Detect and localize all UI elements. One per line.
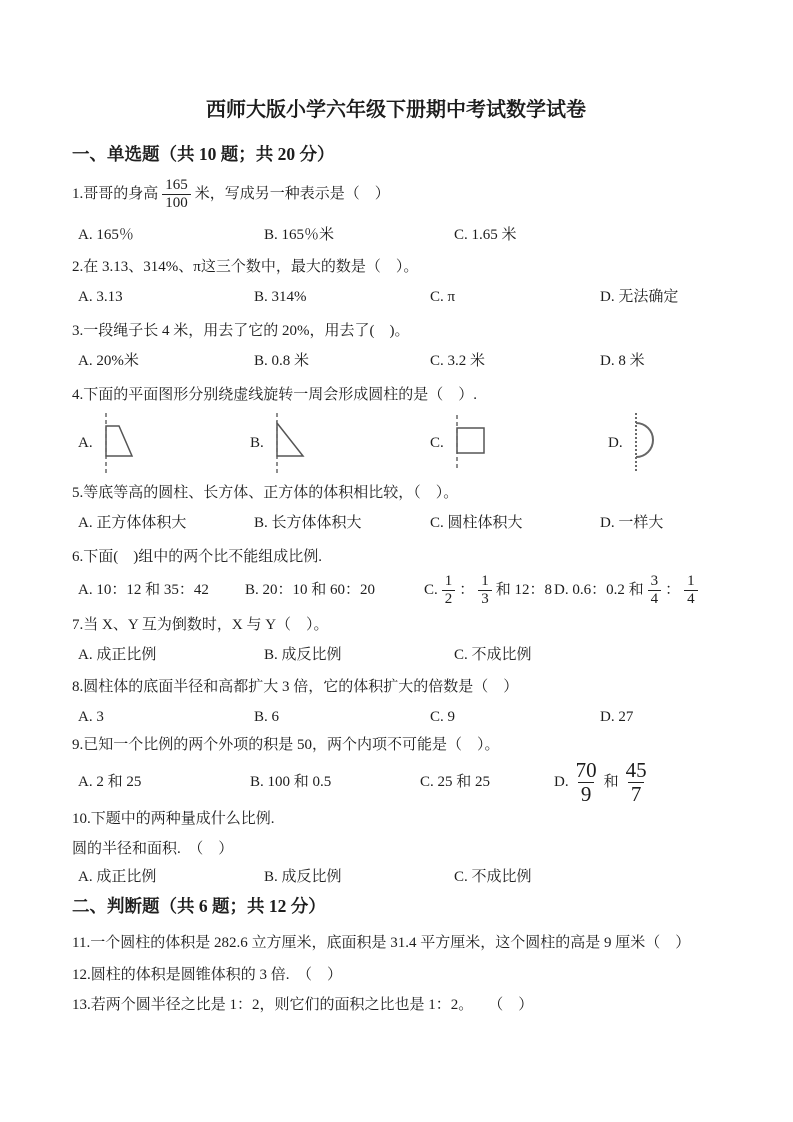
question-6-options bbox=[72, 573, 720, 607]
fraction-denominator: 4 bbox=[648, 590, 662, 608]
question-2-options bbox=[72, 287, 720, 307]
fraction-numerator: 1 bbox=[687, 573, 695, 589]
option-a: A. 成正比例 bbox=[78, 869, 157, 885]
question-11-stem: 11.一个圆柱的体积是 282.6 立方厘米，底面积是 31.4 平方厘米，这个圆柱的高是 9 厘米（ ） bbox=[72, 935, 691, 951]
question-3-options bbox=[72, 351, 720, 371]
option-b: B. 成反比例 bbox=[264, 869, 342, 885]
fraction-numerator: 45 bbox=[625, 758, 647, 783]
option-b: B. 0.8 米 bbox=[254, 353, 310, 369]
question-10-subject: 圆的半径和面积. （ ） bbox=[72, 841, 234, 857]
option-c: C. π bbox=[430, 289, 456, 305]
option-d: D. 无法确定 bbox=[600, 289, 679, 305]
option-c: C. 不成比例 bbox=[454, 647, 532, 663]
option-c: C. 3.2 米 bbox=[430, 353, 486, 369]
right-triangle-icon bbox=[272, 411, 312, 475]
option-c: C. 1.65 米 bbox=[454, 227, 517, 243]
trapezoid-icon bbox=[101, 411, 141, 475]
fraction-numerator: 70 bbox=[575, 758, 597, 783]
fraction-denominator: 100 bbox=[162, 194, 191, 212]
fraction-3-4 bbox=[648, 573, 662, 607]
fraction-numerator: 1 bbox=[481, 573, 489, 589]
option-d-pre: D. 0.6：0.2 和 bbox=[554, 582, 644, 598]
option-c: C. 圆柱体积大 bbox=[430, 515, 523, 531]
fraction-denominator: 4 bbox=[684, 590, 698, 608]
fraction-45-7 bbox=[623, 759, 650, 804]
fraction-numerator: 3 bbox=[650, 573, 659, 589]
option-b: B. 6 bbox=[254, 709, 280, 725]
question-1-text-post: 米，写成另一种表示是（ ） bbox=[194, 186, 390, 202]
option-a: A. 3 bbox=[78, 709, 104, 725]
question-4-figures bbox=[72, 411, 720, 475]
fraction-1-3 bbox=[478, 573, 492, 607]
figure-label-b: B. bbox=[250, 435, 264, 451]
fraction-1-2 bbox=[442, 573, 456, 607]
question-1-stem bbox=[72, 177, 720, 211]
option-a: A. 成正比例 bbox=[78, 647, 157, 663]
square-icon bbox=[452, 411, 492, 475]
question-7-options bbox=[72, 645, 720, 665]
fraction-165-100 bbox=[162, 177, 191, 211]
figure-option-c bbox=[430, 411, 608, 475]
figure-option-b bbox=[250, 411, 430, 475]
option-d bbox=[554, 759, 654, 804]
option-b: B. 165％米 bbox=[264, 227, 335, 243]
question-5-options bbox=[72, 513, 720, 533]
figure-label-d: D. bbox=[608, 435, 623, 451]
question-7-stem: 7.当 X、Y 互为倒数时，X 与 Y（ ）。 bbox=[72, 617, 329, 633]
option-d: D. 27 bbox=[600, 709, 634, 725]
option-a: A. 10：12 和 35：42 bbox=[78, 582, 209, 598]
semicircle-icon bbox=[631, 411, 671, 475]
fraction-denominator: 3 bbox=[478, 590, 492, 608]
question-9-stem: 9.已知一个比例的两个外项的积是 50，两个内项不可能是（ ）。 bbox=[72, 737, 500, 753]
fraction-1-4 bbox=[684, 573, 698, 607]
option-c: C. 不成比例 bbox=[454, 869, 532, 885]
option-a: A. 20%米 bbox=[78, 353, 139, 369]
section-1-heading: 一、单选题（共 10 题；共 20 分） bbox=[72, 144, 335, 164]
option-b: B. 长方体体积大 bbox=[254, 515, 362, 531]
question-10-options bbox=[72, 867, 720, 887]
question-10-stem: 10.下题中的两种量成什么比例. bbox=[72, 811, 275, 827]
figure-label-c: C. bbox=[430, 435, 444, 451]
section-2-heading: 二、判断题（共 6 题；共 12 分） bbox=[72, 896, 326, 916]
fraction-denominator: 7 bbox=[628, 782, 645, 805]
fraction-denominator: 2 bbox=[442, 590, 456, 608]
option-c-pre: C. bbox=[424, 582, 438, 598]
option-a: A. 3.13 bbox=[78, 289, 123, 305]
option-b: B. 100 和 0.5 bbox=[250, 774, 332, 790]
option-a: A. 2 和 25 bbox=[78, 774, 142, 790]
fraction-numerator: 1 bbox=[444, 573, 453, 589]
question-1-options bbox=[72, 225, 720, 245]
fraction-denominator: 9 bbox=[578, 782, 595, 805]
question-1-text-pre: 1.哥哥的身高 bbox=[72, 186, 159, 202]
question-8-stem: 8.圆柱体的底面半径和高都扩大 3 倍，它的体积扩大的倍数是（ ） bbox=[72, 679, 519, 695]
option-c: C. 25 和 25 bbox=[420, 774, 491, 790]
option-a: A. 165％ bbox=[78, 227, 134, 243]
option-c bbox=[424, 573, 554, 607]
question-12-stem: 12.圆柱的体积是圆锥体积的 3 倍. （ ） bbox=[72, 967, 343, 983]
option-d: D. 8 米 bbox=[600, 353, 645, 369]
option-b: B. 314% bbox=[254, 289, 307, 305]
question-13-stem: 13.若两个圆半径之比是 1：2，则它们的面积之比也是 1：2。 （ ） bbox=[72, 997, 534, 1013]
option-b: B. 成反比例 bbox=[264, 647, 342, 663]
figure-option-d bbox=[608, 411, 671, 475]
question-6-stem: 6.下面( )组中的两个比不能组成比例. bbox=[72, 549, 322, 565]
option-a: A. 正方体体积大 bbox=[78, 515, 187, 531]
option-c-post: 和 12：8 bbox=[495, 582, 553, 598]
option-c-separator: ： bbox=[459, 582, 475, 598]
fraction-70-9 bbox=[573, 759, 600, 804]
question-2-stem: 2.在 3.13、314%、π这三个数中，最大的数是（ ）。 bbox=[72, 259, 419, 275]
figure-label-a: A. bbox=[78, 435, 93, 451]
option-d: D. 一样大 bbox=[600, 515, 664, 531]
option-d bbox=[554, 573, 702, 607]
question-3-stem: 3.一段绳子长 4 米，用去了它的 20%，用去了( )。 bbox=[72, 323, 410, 339]
page-title: 西师大版小学六年级下册期中考试数学试卷 bbox=[206, 99, 586, 121]
fraction-numerator: 165 bbox=[165, 177, 188, 193]
question-4-stem: 4.下面的平面图形分别绕虚线旋转一周会形成圆柱的是（ ）. bbox=[72, 387, 478, 403]
question-5-stem: 5.等底等高的圆柱、长方体、正方体的体积相比较，（ ）。 bbox=[72, 485, 459, 501]
question-8-options bbox=[72, 707, 720, 727]
option-d-separator: ： bbox=[665, 582, 681, 598]
option-d-pre: D. bbox=[554, 774, 569, 790]
question-9-options bbox=[72, 755, 720, 809]
option-b: B. 20：10 和 60：20 bbox=[245, 582, 376, 598]
figure-option-a bbox=[78, 411, 250, 475]
option-d-separator: 和 bbox=[603, 774, 619, 790]
option-c: C. 9 bbox=[430, 709, 456, 725]
